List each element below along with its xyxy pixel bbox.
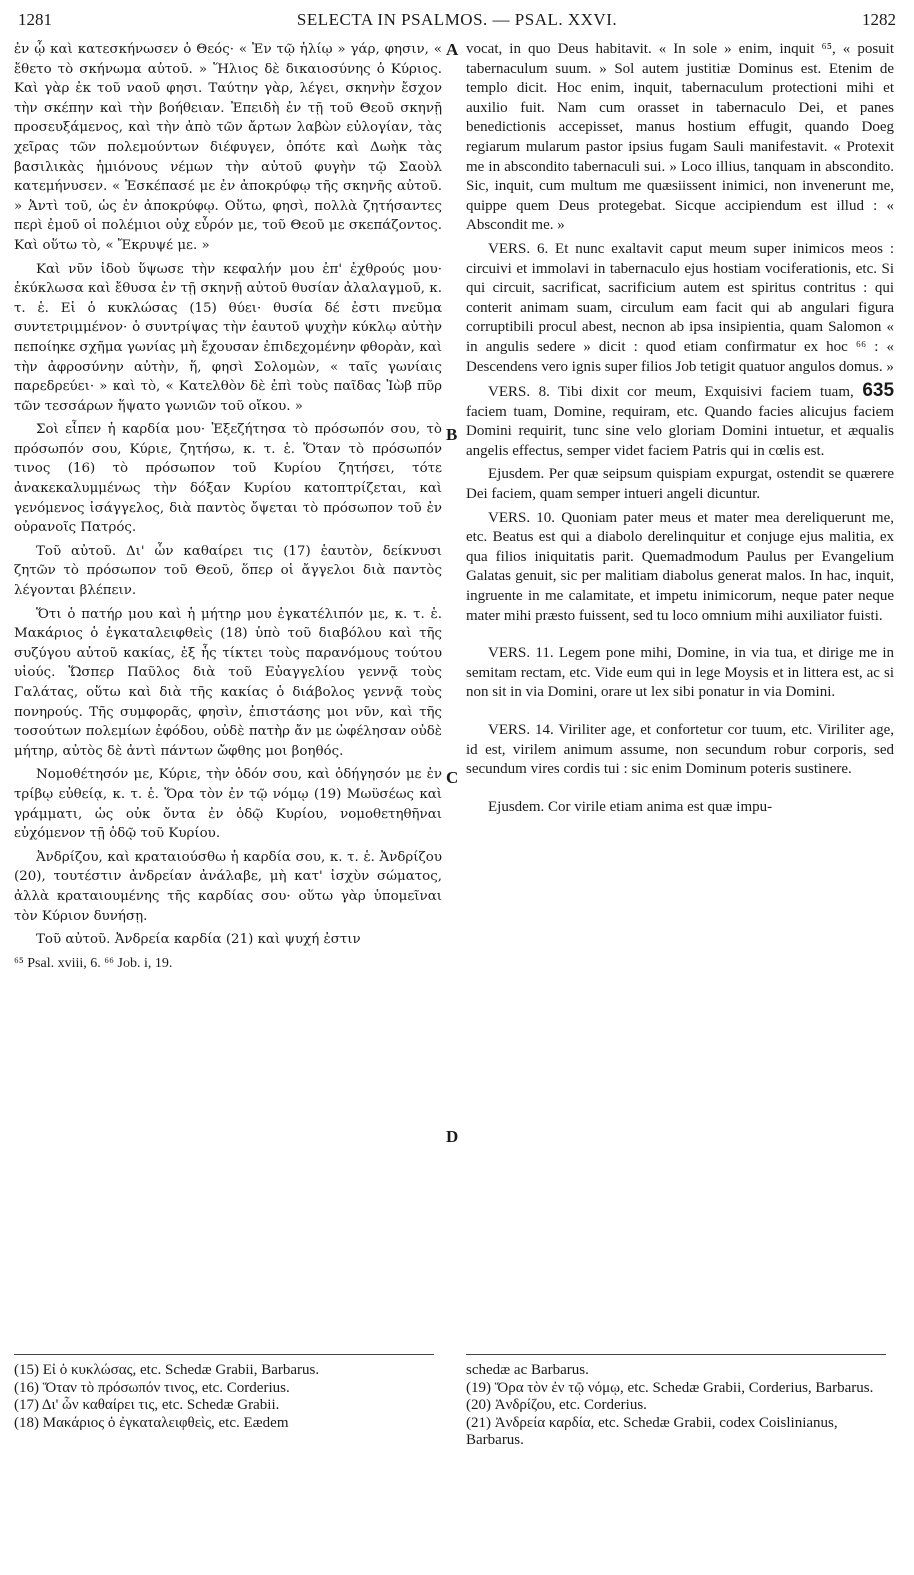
latin-paragraph: VERS. 11. Legem pone mihi, Domine, in via tua, et dirige me in semitam rectam, etc. Vide eum qui in lege Moysis et in littera est, ac si non sit in via Domini, orare ut lex sibi ponatur in via Domini. <box>466 645 894 701</box>
latin-paragraph: vocat, in quo Deus habitavit. « In sole » enim, inquit ⁶⁵, « posuit tabernaculum suum. » Sol autem justitiæ Dominus est. Etenim de templo dicit. Hoc enim, inquit, tabernaculum protectioni mihi et auxilio fuit. Nam cum orasset in tabernaculo Dei, et panes benedictionis accepisset, manus hostium effugit, quando Doeg regiarum mularum pastor ipsius fugam Sauli manifestavit. « Protexit me in abscondito tabernaculi sui. » Loco illius, tanquam in abscondito. Sic, inquit, cum multum me quæsiissent inimici, non invenerunt me, quippe quem Deus protegebat. Sicque accipiendum est illud : « Abscondit me. » <box>466 41 894 234</box>
greek-paragraph: Νομοθέτησόν με, Κύριε, τὴν ὁδόν σου, καὶ ὁδήγησόν με ἐν τρίβῳ εὐθείᾳ, κ. τ. ἑ. Ὅρα τὸν ἐν τῷ νόμῳ (19) Μωϋσέως καὶ γράμματι, ὡς οὐκ ὄντα ἐν ὁδῷ Κυρίου, νομοθετηθῆναι εὐχόμενον τῇ ὁδῷ τοῦ Κυρίου. <box>14 767 442 842</box>
margin-mark-b: B <box>446 425 458 444</box>
footnote: (17) Δι' ὧν καθαίρει τις, etc. Schedæ Grabii. <box>14 1397 280 1413</box>
latin-paragraph: Ejusdem. Per quæ seipsum quispiam expurgat, ostendit se quærere Dei faciem, quam semper intueri angeli dicuntur. <box>466 466 894 503</box>
footnotes-left <box>14 1362 442 1432</box>
greek-paragraph: ἐν ᾧ καὶ κατεσκήνωσεν ὁ Θεός· « Ἐν τῷ ἡλίῳ » γάρ, φησιν, « ἔθετο τὸ σκήνωμα αὐτοῦ. » Ἥλιος δὲ δικαιοσύνης ὁ Κύριος. Καὶ γὰρ ἐκ τοῦ ναοῦ φησι. Ταύτην γὰρ, λέγει, σκηνὴν ἔσχον τὴν σκέπην καὶ τὴν βοήθειαν. Ἐπειδὴ ἐν τῇ τοῦ Θεοῦ σκηνῇ προσευξάμενος, καὶ τὴν ἀπὸ τῶν ἄρτων λαβὼν εὐλογίαν, τὰς χεῖρας τῶν πολεμούντων διέφυγεν, ὁπότε καὶ Δωὴκ τὰς βασιλικὰς ἡμιόνους νέμων τὴν αὐτοῦ φυγὴν τῷ Σαοὺλ κατεμήνυσεν. « Ἐσκέπασέ με ἐν ἀποκρύφῳ τῆς σκηνῆς αὐτοῦ. » Ἀντὶ τοῦ, ὡς ἐν ἀποκρύφῳ. Οὕτω, φησὶ, πολλὰ ζητήσαντες περὶ ἐμοῦ οἱ πολέμιοι οὐχ εὗρόν με, τοῦ Θεοῦ με σκεπάζοντος. Καὶ οὕτω τὸ, « Ἔκρυψέ με. » <box>14 42 442 253</box>
latin-paragraph: VERS. 14. Viriliter age, et confortetur cor tuum, etc. Viriliter age, id est, virilem animum assume, non secundum robur corporis, sed secundum vires cordis tui : sic enim Dominum poteris sustinere. <box>466 722 894 778</box>
footnote: (15) Εἰ ὁ κυκλώσας, etc. Schedæ Grabii, Barbarus. <box>14 1362 320 1378</box>
latin-column <box>466 40 894 821</box>
greek-paragraph: Τοῦ αὐτοῦ. Ἀνδρεία καρδία (21) καὶ ψυχή ἐστιν <box>36 932 361 948</box>
footnote: schedæ ac Barbarus. <box>466 1362 589 1378</box>
running-title: SELECTA IN PSALMOS. — PSAL. XXVI. <box>296 10 618 29</box>
greek-paragraph: Καὶ νῦν ἰδοὺ ὕψωσε τὴν κεφαλήν μου ἐπ' ἐχθρούς μου· ἐκύκλωσα καὶ ἔθυσα ἐν τῇ σκηνῇ αὐτοῦ θυσίαν ἀλαλαγμοῦ, κ. τ. ἑ. Εἰ ὁ κυκλώσας (15) θύει· θυσία δέ ἐστι πνεῦμα συντετριμμένον· ὁ συντρίψας τὴν ἑαυτοῦ ψυχὴν κύκλῳ αὐτὴν πεποίηκε σχῆμα γωνίας μὴ ἔχουσαν ἐπιδεχομένην φθορὰν, καὶ τὴν ἀφροσύνην αὐτὴν, ἥ, φησὶ Σολομὼν, « ταῖς γωνίαις παρεδρεύει· » καὶ τὸ, « Κατελθὸν δὲ ἐπὶ τοὺς παῖδας Ἰὼβ πῦρ τῶν τεσσάρων ἥψατο γωνιῶν τοῦ οἴκου. » <box>14 261 442 414</box>
verse-8-text: faciem tuam, Domine, requiram, etc. Quando facies alicujus faciem Domini requirit, tunc sine velo gloriam Domini intuetur, et æqualis angelis effectus, semper videt faciem Patris qui in cœlis est. <box>466 403 894 459</box>
greek-paragraph: Ὅτι ὁ πατήρ μου καὶ ἡ μήτηρ μου ἐγκατέλιπόν με, κ. τ. ἑ. Μακάριος ὁ ἐγκαταλειφθεὶς (18) ὑπὸ τοῦ διαβόλου καὶ τῆς συζύγου αὐτοῦ κακίας, ἐξ ἧς τίκτει τοὺς παρανόμους τούτου υἱούς. Ὥσπερ Παῦλος διὰ τοῦ Εὐαγγελίου γεννᾷ τοὺς Γαλάτας, οὕτω καὶ διὰ τῆς κακίας ὁ διάβολος γεννᾷ τοὺς πονηρούς. Τῆς συμφορᾶς, φησὶν, ἐπιστάσης μοι νῦν, καὶ τῆς τοσούτων πολεμίων ἐφόδου, οὐδὲ πατὴρ ἄν με ὠφέλησαν οὐδὲ μήτηρ, αὐτὸς δὲ ἀντὶ πάντων ὤφθης μοι βοηθός. <box>14 606 442 759</box>
margin-mark-d: D <box>446 1127 459 1146</box>
greek-paragraph: Σοὶ εἶπεν ἡ καρδία μου· Ἐξεζήτησα τὸ πρόσωπόν σου, τὸ πρόσωπόν σου, Κύριε, ζητήσω, κ. τ. ἑ. Ὅταν τὸ πρόσωπόν τινος (16) τὸ πρόσωπον τοῦ Κυρίου ζητήσει, τότε ἀνακεκαλυμμένως τὴν δόξαν Κυρίου κατοπτρίζεται, καὶ γενόμενος ἰσάγγελος, διὰ παντὸς ὄψεται τὸ πρόσωπον τοῦ ἐν οὐρανοῖς Πατρός. <box>14 422 442 536</box>
footnotes-right <box>466 1362 894 1450</box>
latin-paragraph <box>466 381 894 461</box>
verse-8-lemma: VERS. 8. Tibi dixit cor meum, Exquisivi faciem tuam, <box>488 384 854 401</box>
greek-paragraph: Ἀνδρίζου, καὶ κραταιούσθω ἡ καρδία σου, κ. τ. ἑ. Ἀνδρίζου (20), τουτέστιν ἀνδρείαν ἀνάλαβε, μὴ κατ' ἰσχὺν σώματος, ἀλλὰ κραταιουμένης τῆς καρδίας σου· οὕτω γὰρ ὑπομεῖναι τὸν Κύριον δυνήσῃ. <box>14 849 442 924</box>
footnote: (16) Ὅταν τὸ πρόσωπόν τινος, etc. Corderius. <box>14 1379 290 1396</box>
footnote-rule-left <box>14 1354 434 1355</box>
latin-paragraph: VERS. 10. Quoniam pater meus et mater mea dereliquerunt me, etc. Beatus est qui a diabolo derelinquitur et conjuge ejus malitia, ex qua filios iniquitatis parit. Quemadmodum Paulus per Evangelium Galatas genuit, sic per malitiam diabolus generat malos. In hac, inquit, ingruente in me calamitate, et impetu inimicorum, neque pater neque mater mihi præsto fuissent, sed tu loco omnium mihi auxiliator fuisti. <box>466 509 894 624</box>
latin-paragraph: VERS. 6. Et nunc exaltavit caput meum super inimicos meos : circuivi et immolavi in tabernaculo ejus hostiam vociferationis, etc. Si qui circuit, sacrificat, sacrificium autem est spiritus contritus : qui conterit animam suam, circulum eam facit qui ab angulari figura corruptibili procul abest, necnon ab ipsa insipientia, quam Salomon « in angulis sedere » dicit : quod etiam confirmatur ex hoc ⁶⁶ : « Descendens vero ignis super filios Job tetigit quatuor angulos domus. » <box>466 240 894 375</box>
page-number-left: 1281 <box>18 10 52 29</box>
source-notes: ⁶⁵ Psal. xviii, 6. ⁶⁶ Job. i, 19. <box>14 955 173 971</box>
footnote: (21) Ἀνδρεία καρδία, etc. Schedæ Grabii, codex Coislinianus, Barbarus. <box>466 1414 838 1448</box>
page-number-right: 1282 <box>862 10 896 29</box>
footnote: (18) Μακάριος ὁ ἐγκαταλειφθεὶς, etc. Eædem <box>14 1414 289 1431</box>
running-header <box>10 10 904 36</box>
greek-paragraph: Τοῦ αὐτοῦ. Δι' ὧν καθαίρει τις (17) ἑαυτὸν, δείκνυσι ζητῶν τὸ πρόσωπον τοῦ Θεοῦ, ὅπερ οἱ ἄγγελοι διὰ παντὸς λέγονται βλέπειν. <box>14 543 442 599</box>
margin-mark-a: A <box>446 40 459 59</box>
footnote: (20) Ἀνδρίζου, etc. Corderius. <box>466 1397 647 1413</box>
margin-mark-c: C <box>446 768 459 787</box>
footnote-rule-right <box>466 1354 886 1355</box>
footnote: (19) Ὅρα τὸν ἐν τῷ νόμῳ, etc. Schedæ Grabii, Corderius, Barbarus. <box>466 1379 874 1396</box>
column-number: 635 <box>862 380 895 402</box>
greek-column <box>14 40 442 973</box>
latin-paragraph: Ejusdem. Cor virile etiam anima est quæ impu- <box>488 798 773 815</box>
